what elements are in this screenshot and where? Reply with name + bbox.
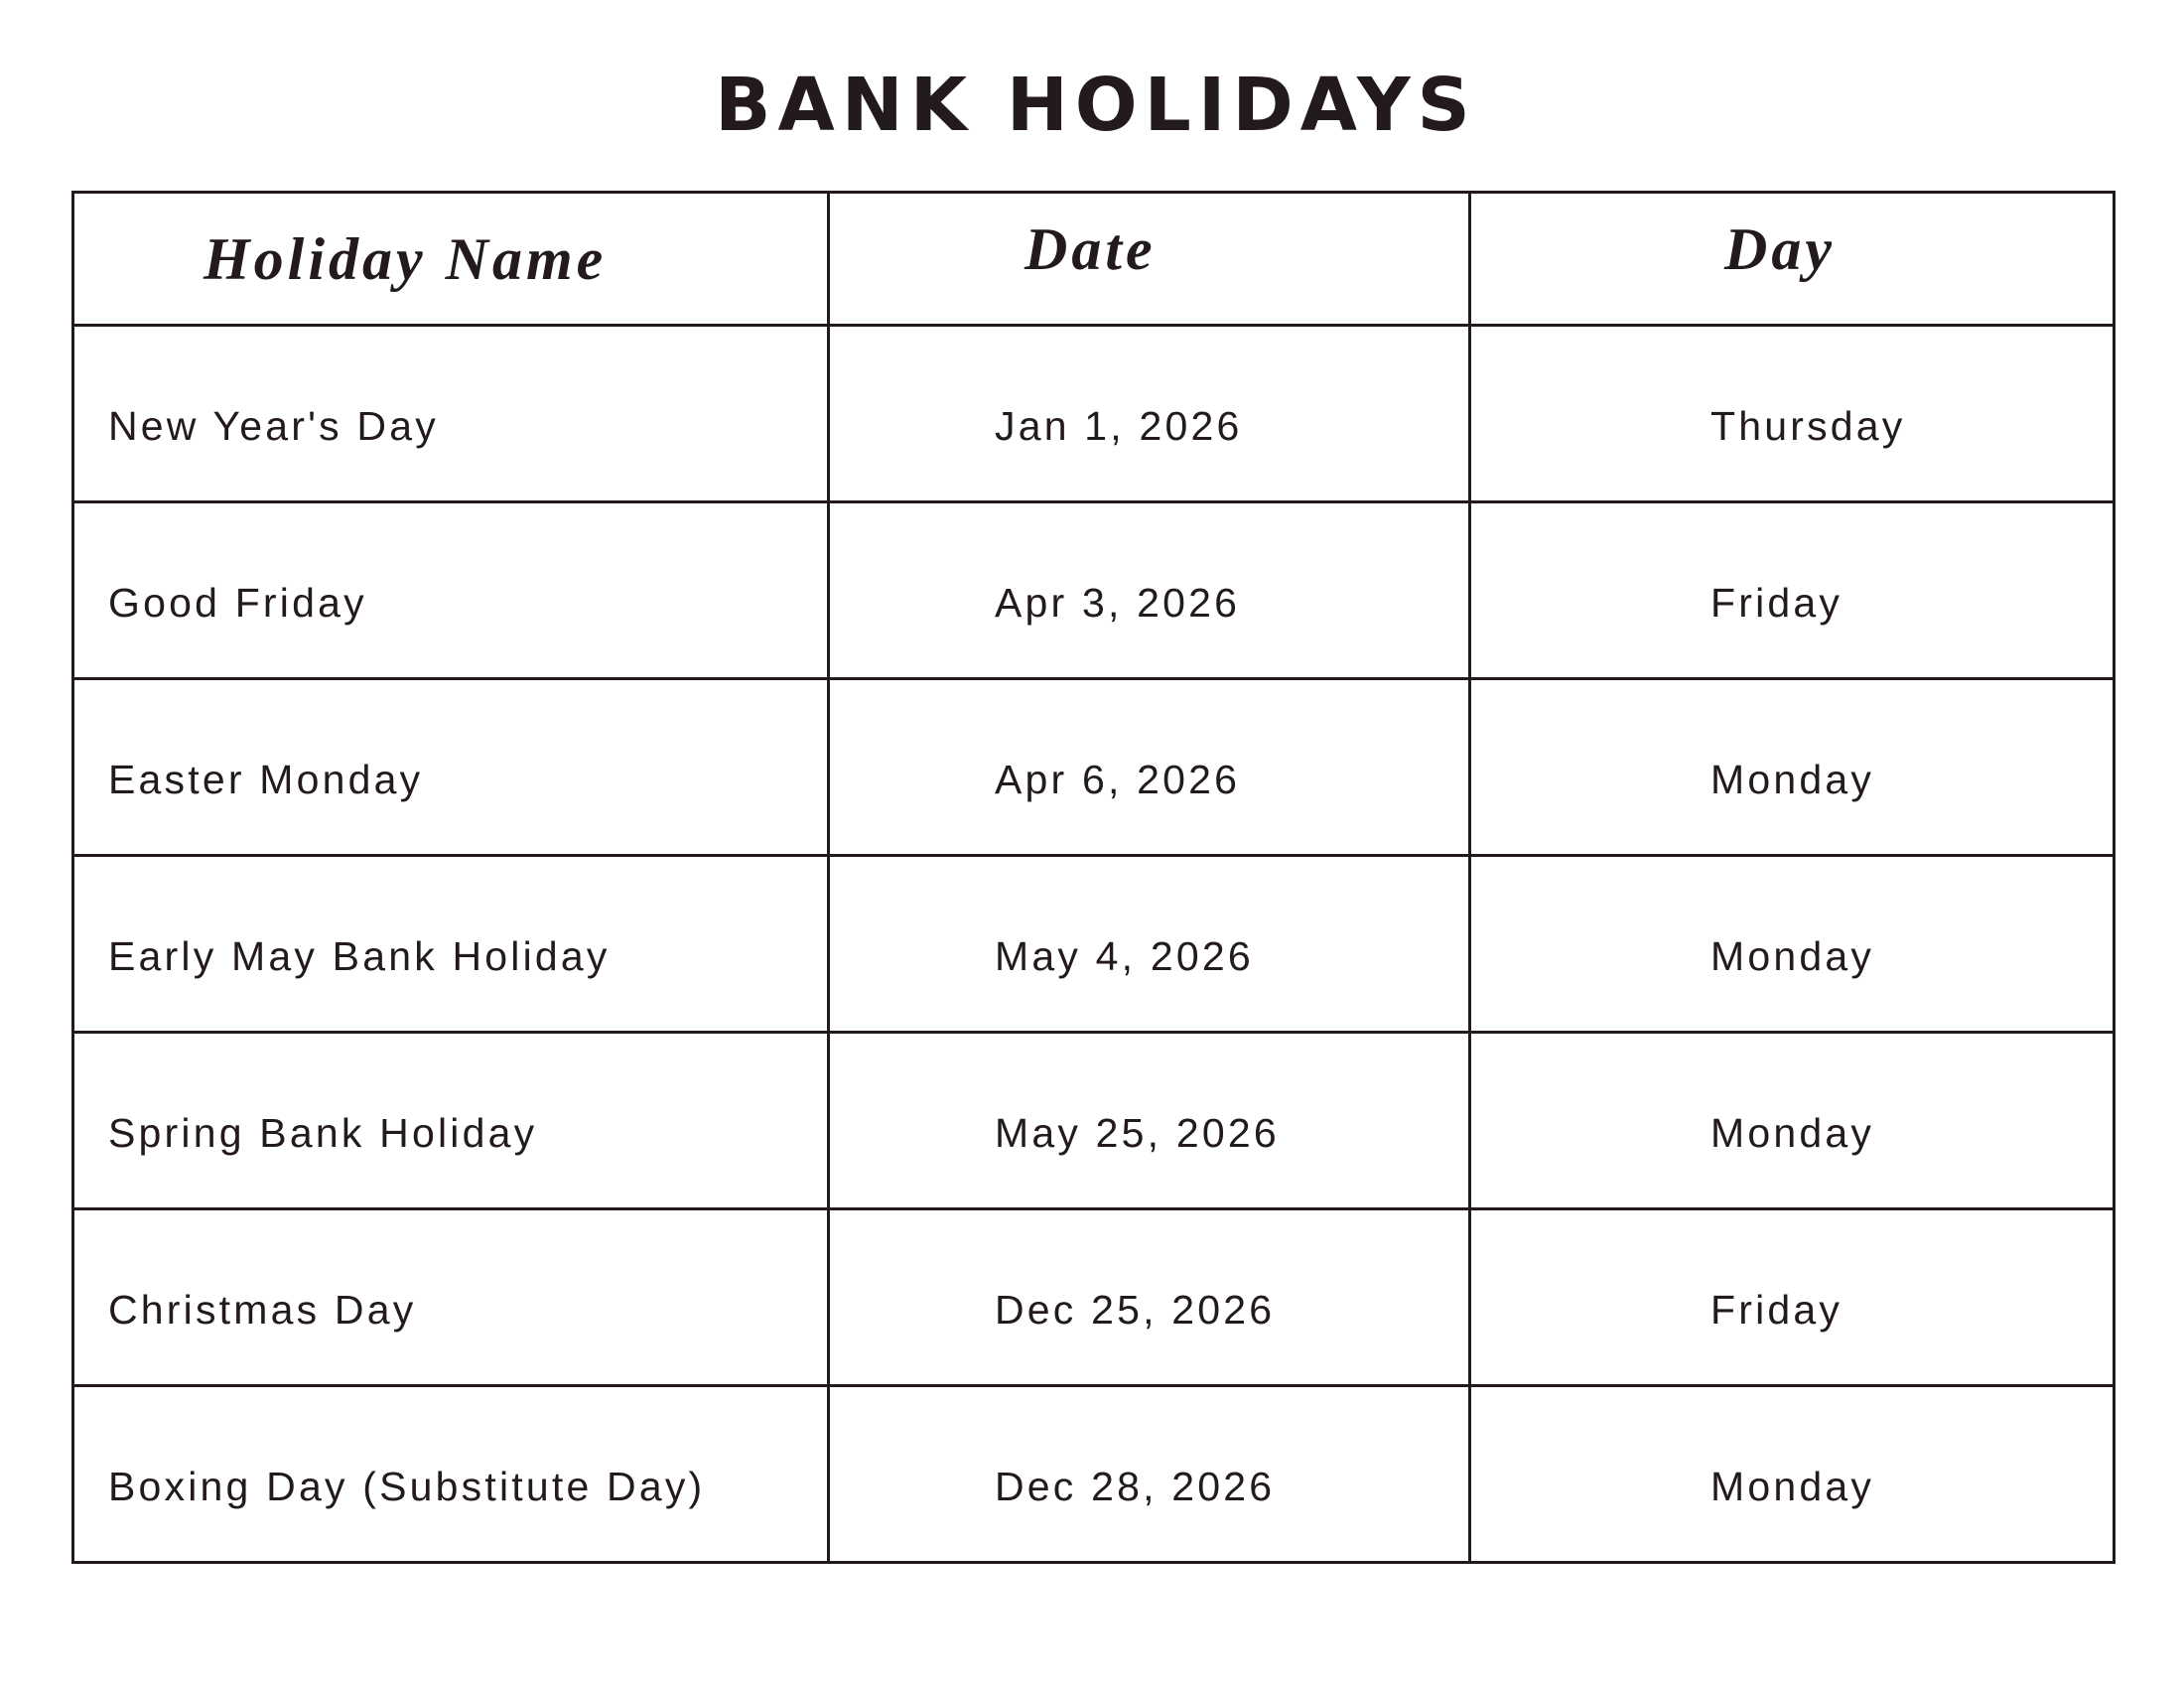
day-cell xyxy=(1470,1033,2115,1209)
holiday-weekday: Friday xyxy=(1710,1287,1843,1333)
holiday-name: Boxing Day (Substitute Day) xyxy=(108,1464,706,1509)
holiday-name: Early May Bank Holiday xyxy=(108,933,611,979)
holiday-name-cell xyxy=(73,1386,829,1563)
column-header-label: Day xyxy=(1724,216,1836,282)
table-row xyxy=(73,1209,2115,1386)
holiday-date: Dec 25, 2026 xyxy=(995,1287,1276,1333)
day-cell xyxy=(1470,856,2115,1033)
holiday-name-cell xyxy=(73,1033,829,1209)
date-cell xyxy=(829,326,1470,502)
column-header-date xyxy=(829,193,1470,326)
holiday-name-cell xyxy=(73,679,829,856)
table-row xyxy=(73,1033,2115,1209)
day-cell xyxy=(1470,326,2115,502)
table-row xyxy=(73,1386,2115,1563)
holiday-name-cell xyxy=(73,856,829,1033)
table-row xyxy=(73,326,2115,502)
holiday-name: Easter Monday xyxy=(108,757,424,802)
day-cell xyxy=(1470,1209,2115,1386)
day-cell xyxy=(1470,1386,2115,1563)
holiday-weekday: Friday xyxy=(1710,580,1843,626)
holiday-weekday: Monday xyxy=(1710,933,1875,979)
holiday-name: New Year's Day xyxy=(108,403,439,449)
holiday-date: Jan 1, 2026 xyxy=(995,403,1243,449)
column-header-day xyxy=(1470,193,2115,326)
day-cell xyxy=(1470,679,2115,856)
holiday-date: May 4, 2026 xyxy=(995,933,1254,979)
holiday-date: Apr 3, 2026 xyxy=(995,580,1241,626)
holiday-date: Apr 6, 2026 xyxy=(995,757,1241,802)
table-row xyxy=(73,856,2115,1033)
holiday-weekday: Monday xyxy=(1710,757,1875,802)
table-body xyxy=(73,326,2115,1563)
column-header-holiday-name xyxy=(73,193,829,326)
holiday-name-cell xyxy=(73,502,829,679)
bank-holidays-table xyxy=(71,191,2116,1564)
date-cell xyxy=(829,1033,1470,1209)
holiday-weekday: Monday xyxy=(1710,1110,1875,1156)
date-cell xyxy=(829,679,1470,856)
holiday-name: Spring Bank Holiday xyxy=(108,1110,538,1156)
table-row xyxy=(73,502,2115,679)
column-header-label: Holiday Name xyxy=(204,226,608,292)
holiday-name: Christmas Day xyxy=(108,1287,417,1333)
day-cell xyxy=(1470,502,2115,679)
holiday-weekday: Thursday xyxy=(1710,403,1906,449)
table-row xyxy=(73,679,2115,856)
date-cell xyxy=(829,1386,1470,1563)
column-header-label: Date xyxy=(1024,216,1157,282)
header-row xyxy=(73,193,2115,326)
page-title: BANK HOLIDAYS xyxy=(715,63,1477,148)
holiday-date: Dec 28, 2026 xyxy=(995,1464,1276,1509)
holiday-date: May 25, 2026 xyxy=(995,1110,1280,1156)
holiday-weekday: Monday xyxy=(1710,1464,1875,1509)
date-cell xyxy=(829,856,1470,1033)
holiday-name: Good Friday xyxy=(108,580,367,626)
date-cell xyxy=(829,502,1470,679)
table-header xyxy=(73,193,2115,326)
date-cell xyxy=(829,1209,1470,1386)
holiday-name-cell xyxy=(73,326,829,502)
holiday-name-cell xyxy=(73,1209,829,1386)
